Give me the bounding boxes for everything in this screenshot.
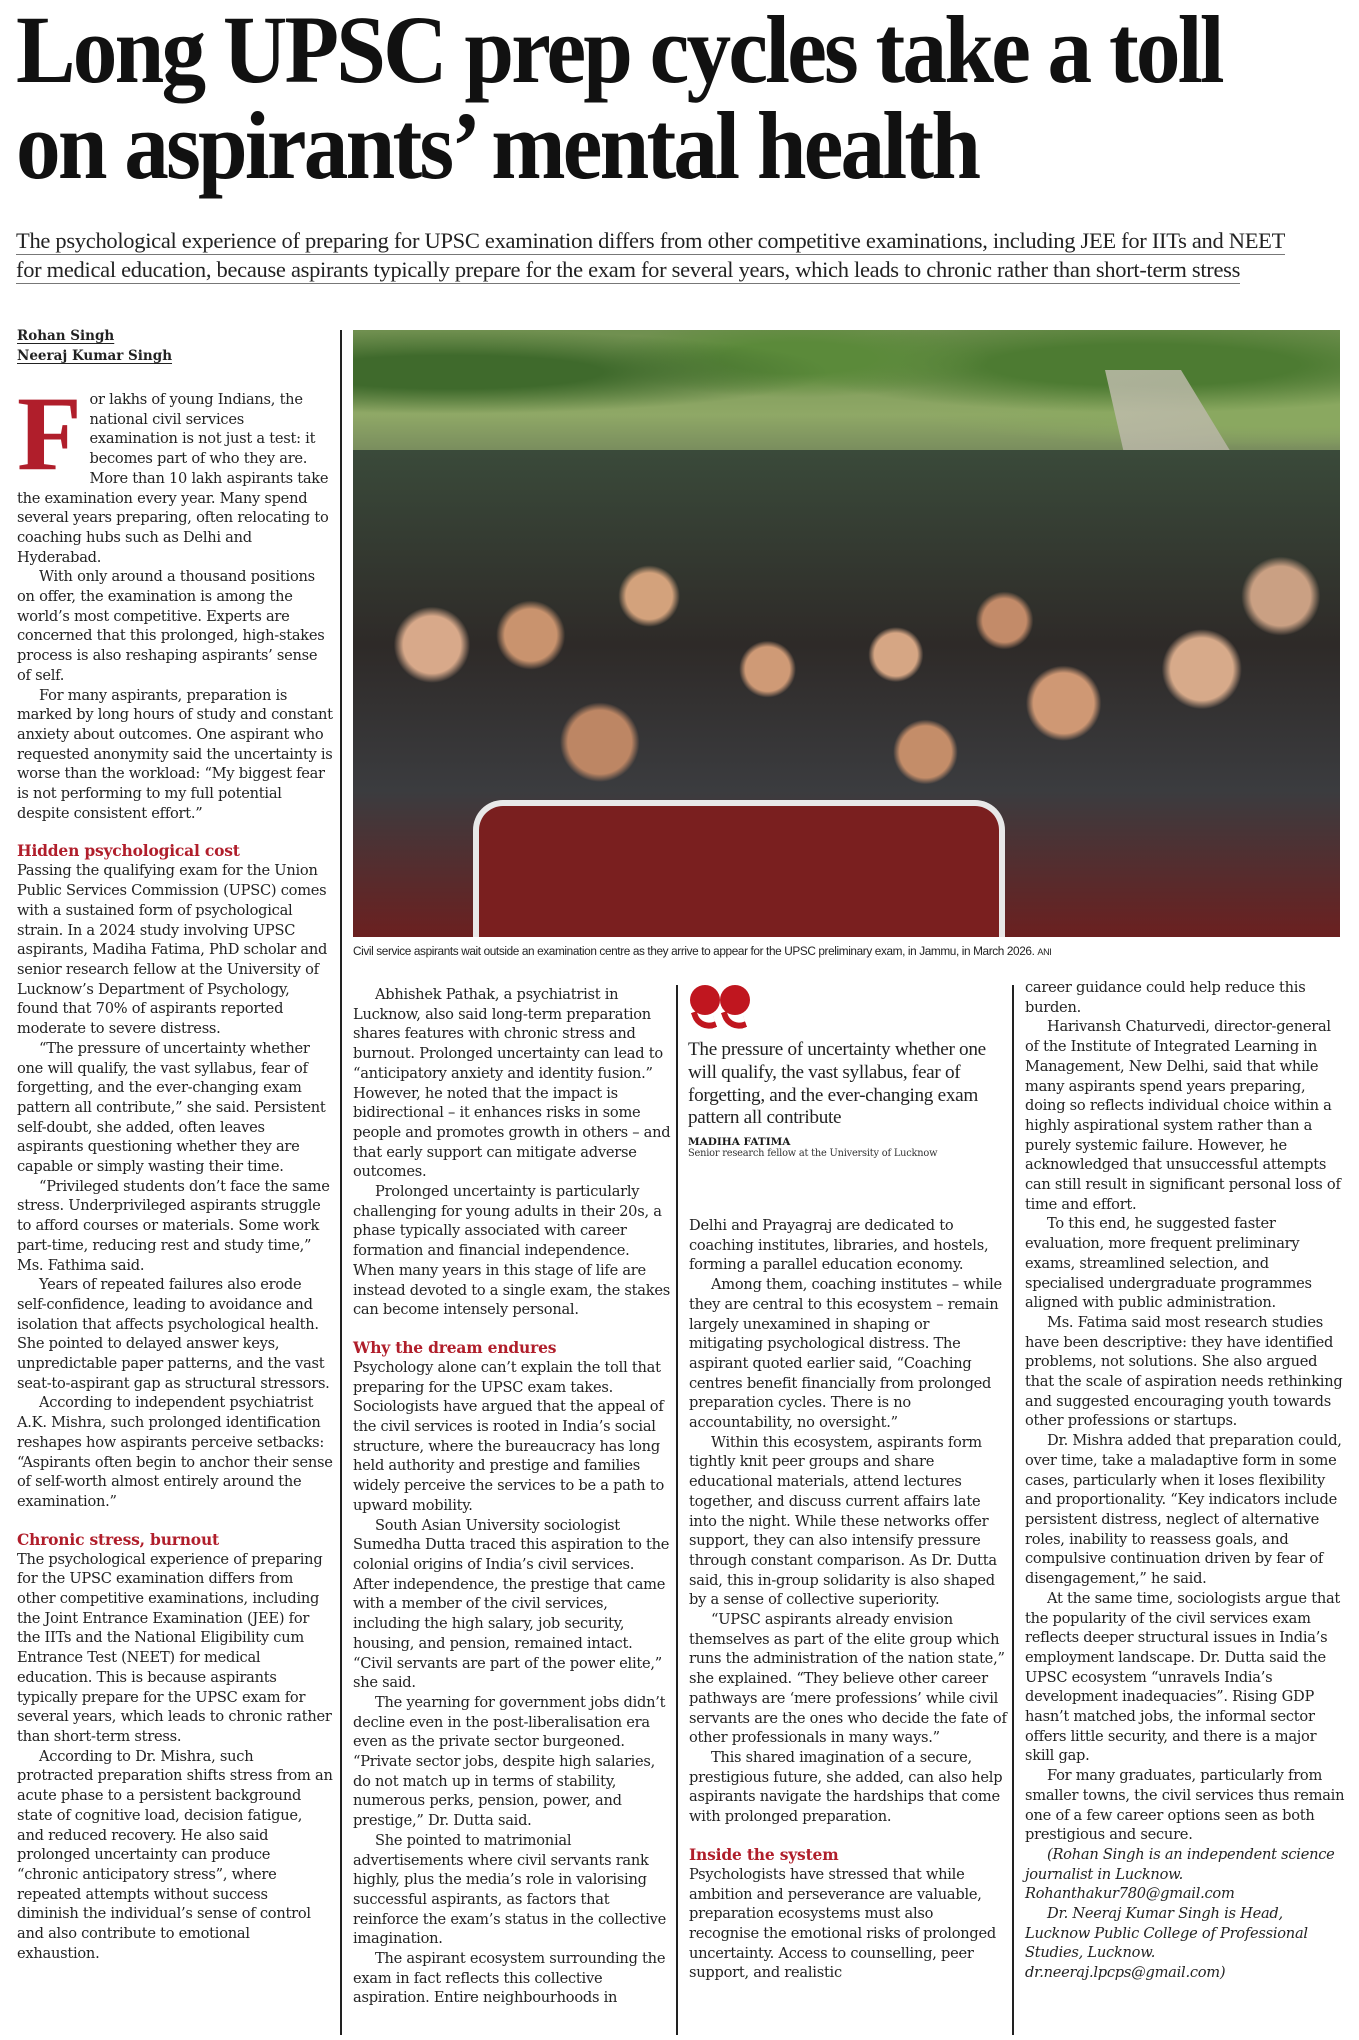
paragraph: “The pressure of uncertainty whether one will qualify, the vast syllabus, fear of forgetting, and the ever-changing exam pattern all contribute,” she said. Persistent self-doubt, she added, often leaves aspirants questioning whether they are capable or simply wasting their time. [17, 1039, 326, 1176]
article-column-3 [689, 1216, 1007, 1983]
paragraph: The psychological experience of preparing for the UPSC examination differs from other competitive examinations, including the Joint Entrance Examination (JEE) for the IITs and the National Eligibility cum Entrance Test (NEET) for medical education. This is because aspirants typically prepare for the UPSC exam for several years, which leads to chronic rather than short-term stress. [17, 1550, 332, 1745]
paragraph: Years of repeated failures also erode self-confidence, leading to avoidance and isolation that affects psychological health. She pointed to delayed answer keys, unpredictable paper patterns, and the vast seat-to-aspirant gap as structural stressors. [17, 1276, 330, 1392]
paragraph: According to independent psychiatrist A.K. Mishra, such prolonged identification reshapes how aspirants perceive setbacks: “Aspirants often begin to anchor their sense of self-worth almost entirely around the examination.” [17, 1394, 333, 1510]
paragraph: Ms. Fatima said most research studies have been descriptive: they have identified problems, not solutions. She also argued that the scale of aspiration needs rethinking and suggested encouraging youth towards other professions or startups. [1025, 1313, 1343, 1430]
headline: Long UPSC prep cycles take a toll on aspirants’ mental health [16, 0, 1222, 199]
paragraph: This shared imagination of a secure, prestigious future, she added, can also help aspirants navigate the hardships that come with prolonged preparation. [689, 1748, 1003, 1826]
paragraph: Passing the qualifying exam for the Union Public Services Commission (UPSC) comes with a sustained form of psychological strain. In a 2024 study involving UPSC aspirants, Madiha Fatima, PhD scholar and senior research fellow at the University of Lucknow’s Department of Psychology, found that 70% of aspirants reported moderate to severe distress. [17, 862, 328, 1038]
paragraph: According to Dr. Mishra, such protracted preparation shifts stress from an acute phase to a persistent background state of cognitive load, decision fatigue, and reduced recovery. He also said prolonged uncertainty can produce “chronic anticipatory stress”, where repeated attempts without success diminish the individual’s sense of control and also contribute to emotional exhaustion. [17, 1747, 333, 1962]
paragraph: For many graduates, particularly from smaller towns, the civil services thus remain one of a few career options seen as both prestigious and secure. [1025, 1767, 1345, 1844]
paragraph: “Privileged students don’t face the same stress. Underprivileged aspirants struggle to afford courses or materials. Some work part-time, reducing rest and study time,” Ms. Fathima said. [17, 1177, 330, 1274]
paragraph: South Asian University sociologist Sumedha Dutta traced this aspiration to the colonial origins of India’s civil services. After independence, the prestige that came with a member of the civil services, including the high salary, job security, housing, and pension, remained intact. “Civil servants are part of the power elite,” she said. [353, 1516, 670, 1692]
column-divider [340, 330, 342, 2035]
lead-paragraph: For lakhs of young Indians, the national civil services examination is not just a test: it becomes part of who they are. More than 10 lakh aspirants take the examination every year. Many spend several years preparing, often relocating to coaching hubs such as Delhi and Hyderabad. [17, 375, 329, 566]
quote-marks-icon [688, 983, 754, 1027]
byline [17, 326, 172, 366]
author-name[interactable]: Neeraj Kumar Singh [17, 348, 173, 364]
author-bio: (Rohan Singh is an independent science journalist in Lucknow. Rohanthakur780@gmail.com [1025, 1845, 1335, 1903]
paragraph: Among them, coaching institutes – while they are central to this ecosystem – remain largely unexamined in shaping or mitigating psychological distress. The aspirant quoted earlier said, “Coaching centres benefit financially from prolonged preparation cycles. There is no accountability, no oversight.” [689, 1276, 1002, 1432]
column-divider [676, 985, 678, 2035]
pull-quote-text: The pressure of uncertainty whether one will qualify, the vast syllabus, fear of forgetting, and the ever-changing exam pattern all contribute [688, 1039, 986, 1129]
section-heading: Hidden psychological cost [17, 841, 240, 861]
author-bio: Dr. Neeraj Kumar Singh is Head, Lucknow Public College of Professional Studies, Lucknow. dr.neeraj.lpcps@gmail.com) [1025, 1905, 1308, 1982]
author-bios [1025, 1845, 1347, 1983]
paragraph: Harivansh Chaturvedi, director-general of the Institute of Integrated Learning in Management, New Delhi, said that while many aspirants spend years preparing, doing so reflects individual choice within a highly aspirational system rather than a purely systemic failure. However, he acknowledged that unsuccessful attempts can still result in significant personal loss of time and effort. [1025, 1018, 1341, 1213]
photo-caption: Civil service aspirants wait outside an examination centre as they arrive to appear for the UPSC preliminary exam, in Jammu, in March 2026. ANI [353, 944, 1052, 958]
pull-quote-role: Senior research fellow at the University of Lucknow [688, 1148, 938, 1160]
paragraph: career guidance could help reduce this burden. [1025, 979, 1306, 1016]
paragraph: “UPSC aspirants already envision themselves as part of the elite group which runs the administration of the nation state,” she explained. “They believe other career pathways are ‘mere professions’ while civil servants are the ones who decide the fate of other professionals in many ways.” [689, 1611, 1007, 1747]
paragraph: For many aspirants, preparation is marked by long hours of study and constant anxiety about outcomes. One aspirant who requested anonymity said the uncertainty is worse than the workload: “My biggest fear is not performing to my full potential despite consistent effort.” [17, 686, 333, 822]
paragraph: Delhi and Prayagraj are dedicated to coaching institutes, libraries, and hostels, forming a parallel education economy. [689, 1217, 989, 1274]
article-column-4 [1025, 978, 1347, 1983]
standfirst-line-1: The psychological experience of preparing for UPSC examination differs from other competitive examinations, including JEE for IITs and NEET [16, 228, 1286, 253]
paragraph: To this end, he suggested faster evaluation, more frequent preliminary exams, streamlined selection, and specialised undergraduate programmes aligned with public administration. [1025, 1215, 1312, 1312]
section-heading: Inside the system [689, 1844, 839, 1864]
pull-quote [688, 983, 1004, 1159]
drop-cap: F [17, 375, 82, 492]
article-column-2 [353, 985, 671, 2008]
paragraph: The yearning for government jobs didn’t decline even in the post-liberalisation era even as the private sector burgeoned. “Private sector jobs, despite high salaries, do not match up in terms of stability, numerous perks, pension, power, and prestige,” Dr. Dutta said. [353, 1693, 666, 1830]
paragraph: Psychology alone can’t explain the toll that preparing for the UPSC exam takes. Sociologists have argued that the appeal of the civil services is rooted in India’s social structure, where the bureaucracy has long held authority and prestige and families widely perceive the services to be a path to upward mobility. [353, 1358, 664, 1514]
section-heading: Chronic stress, burnout [17, 1529, 219, 1549]
paragraph: Prolonged uncertainty is particularly challenging for young adults in their 20s, a phase typically associated with career formation and financial independence. When many years in this stage of life are instead devoted to a single exam, the stakes can become intensely personal. [353, 1183, 670, 1319]
paragraph: Psychologists have stressed that while ambition and perseverance are valuable, preparation ecosystems must also recognise the emotional risks of prolonged uncertainty. Access to counselling, peer support, and realistic [689, 1865, 996, 1982]
pull-quote-attribution: MADIHA FATIMA [688, 1136, 791, 1149]
paragraph: Within this ecosystem, aspirants form tightly knit peer groups and share educational materials, attend lectures together, and discuss current affairs late into the night. While these networks offer support, they can also intensify pressure through constant comparison. As Dr. Dutta said, this in-group solidarity is also shaped by a sense of collective superiority. [689, 1433, 997, 1609]
paragraph: Abhishek Pathak, a psychiatrist in Lucknow, also said long-term preparation shares features with chronic stress and burnout. Prolonged uncertainty can lead to “anticipatory anxiety and identity fusion.” However, he noted that the impact is bidirectional – it enhances risks in some people and promotes growth in others – and that early support can mitigate adverse outcomes. [353, 986, 671, 1181]
paragraph: Dr. Mishra added that preparation could, over time, take a maladaptive form in some cases, particularly when it loses flexibility and proportionality. “Key indicators include persistent distress, neglect of alternative roles, inability to reassess goals, and compulsive continuation driven by fear of disengagement,” he said. [1025, 1432, 1342, 1588]
photo-barricade [473, 800, 1005, 937]
section-heading: Why the dream endures [353, 1337, 557, 1357]
column-divider [1012, 985, 1014, 2035]
paragraph: At the same time, sociologists argue that the popularity of the civil services exam reflects deeper structural issues in India’s employment landscape. Dr. Dutta said the UPSC ecosystem “unravels India’s development inadequacies”. Rising GDP hasn’t matched jobs, the informal sector offers little security, and there is a major skill gap. [1025, 1589, 1341, 1765]
author-name[interactable]: Rohan Singh [17, 328, 115, 344]
article-column-1 [17, 375, 333, 1963]
article-photo [353, 330, 1340, 937]
standfirst-line-2: for medical education, because aspirants typically prepare for the exam for several years, which leads to chronic rather than short-term stress [16, 257, 1241, 282]
photo-credit: ANI [1037, 947, 1052, 958]
paragraph: With only around a thousand positions on offer, the examination is among the world’s most competitive. Experts are concerned that this prolonged, high-stakes process is also reshaping aspirants’ sense of self. [17, 568, 325, 684]
standfirst [16, 226, 1346, 284]
paragraph: The aspirant ecosystem surrounding the exam in fact reflects this collective aspiration. Entire neighbourhoods in [353, 1950, 666, 2007]
paragraph: She pointed to matrimonial advertisements where civil servants rank highly, plus the media’s role in valorising successful aspirants, as factors that reinforce the exam’s status in the collective imagination. [353, 1831, 666, 1948]
